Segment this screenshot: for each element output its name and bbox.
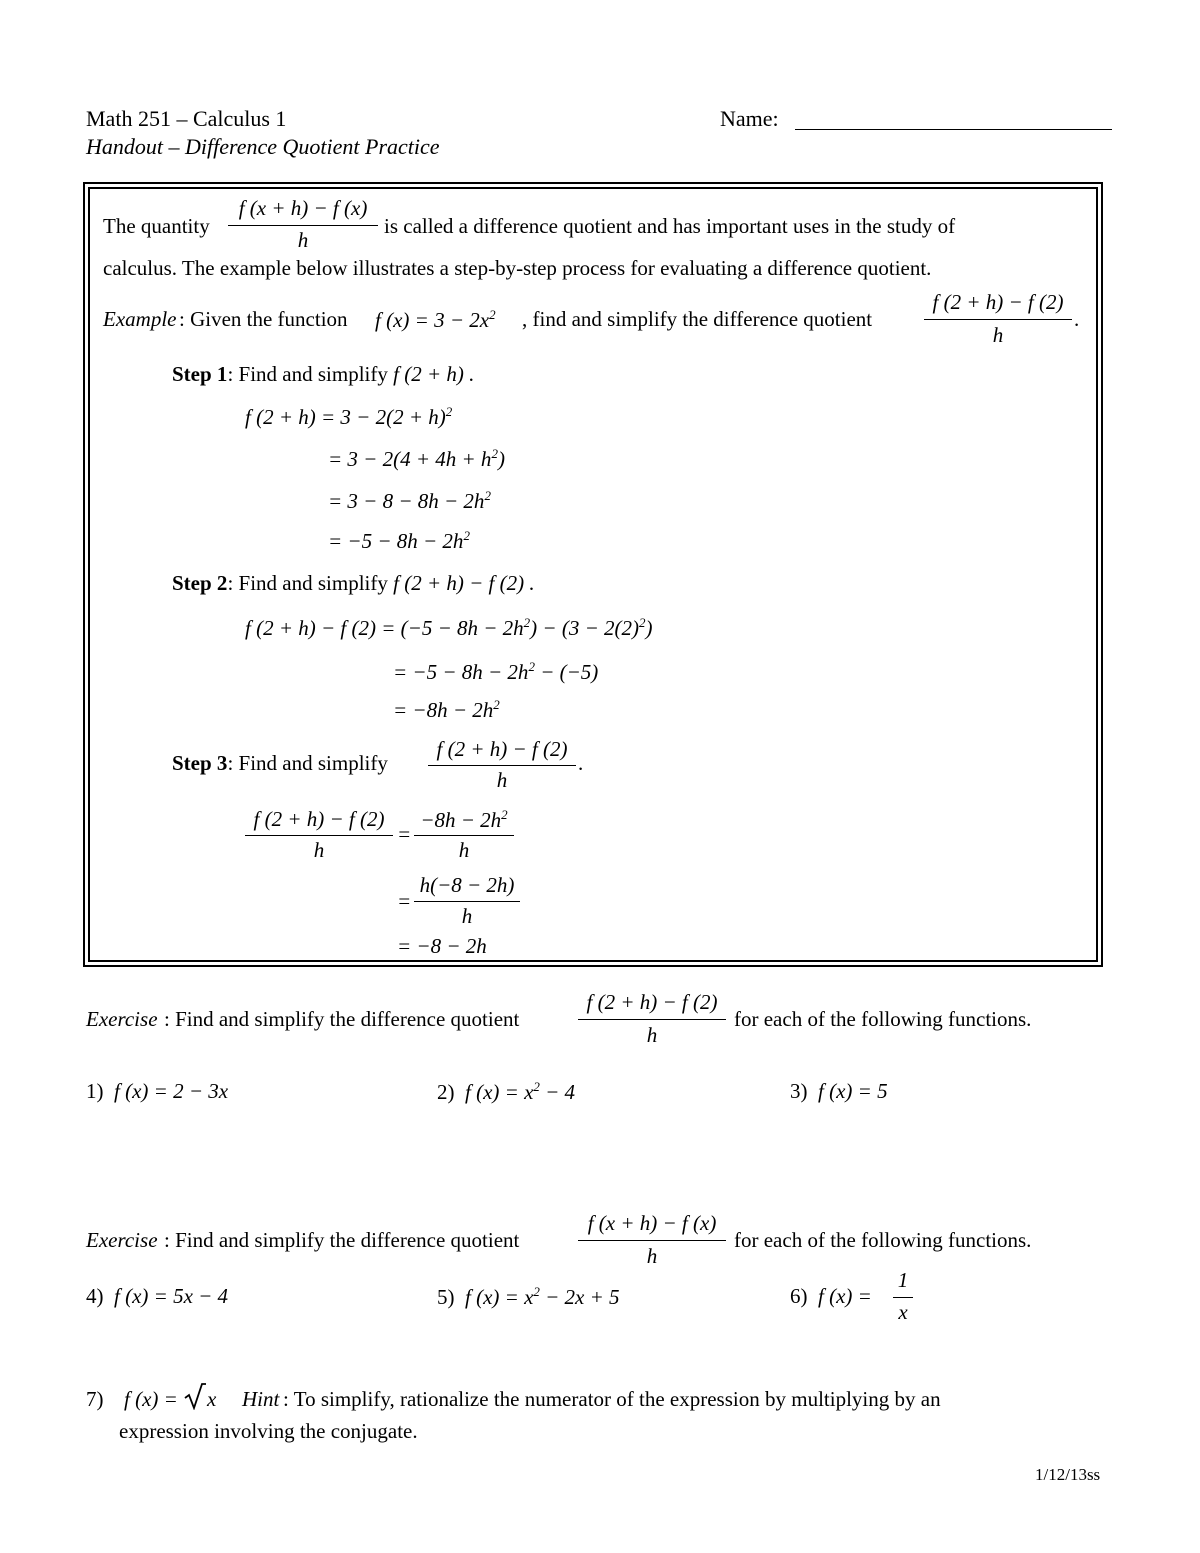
course-title: Math 251 – Calculus 1 [86,106,287,131]
fraction-bar [578,1240,726,1241]
intro-difference-quotient [228,196,378,256]
step1-line-3 [328,488,491,514]
fraction-bar [893,1297,913,1298]
exercise2-text-start: : Find and simplify the difference quotient [164,1228,520,1252]
problem-number: 4) [86,1284,104,1308]
exercise1-text-end: for each of the following functions. [734,1007,1032,1031]
problem-6-denominator: x [898,1300,908,1324]
step1-line-3-text: = 3 − 8 − 8h − 2h [328,489,485,513]
step2-line-2-tail: − (−5) [534,660,599,684]
problem-expression: f (x) = x [465,1080,534,1104]
problem-expression: f (x) = x [465,1285,534,1309]
exponent: 2 [533,1284,540,1299]
example-dq-denominator: h [992,323,1004,347]
step3-equals-1: = [397,822,412,846]
exercise1-dq-numerator: f (2 + h) − f (2) [586,990,718,1014]
step1-heading [172,362,474,387]
problem-6 [790,1284,872,1309]
hint-label: Hint [242,1387,280,1411]
problem-number: 1) [86,1079,104,1103]
exercise1-dq-denominator: h [646,1023,658,1047]
footer-date: 1/12/13ss [1035,1465,1101,1484]
step2-heading [172,571,535,596]
problem-expression: f (x) = 5 [818,1079,888,1103]
problem-7-expression: f (x) = [124,1387,178,1411]
step3-target-numerator: f (2 + h) − f (2) [436,737,568,761]
exercise1-label: Exercise [86,1007,158,1031]
problem-7-radicand: x [207,1387,217,1411]
example-dq-numerator: f (2 + h) − f (2) [932,290,1064,314]
problem-number: 5) [437,1285,455,1309]
example-difference-quotient [924,290,1072,350]
exponent: 2 [484,488,491,503]
problem-number: 2) [437,1080,455,1104]
problem-number: 3) [790,1079,808,1103]
fraction-bar [228,225,378,226]
exercise1-difference-quotient [578,990,726,1048]
step2-text: : Find and simplify [227,571,388,595]
exponent: 2 [445,404,453,419]
step2-line-2-text: = −5 − 8h − 2h [393,660,529,684]
exponent: 2 [491,446,498,461]
problem-expression: f (x) = [818,1284,872,1308]
problem-expression: f (x) = 5x − 4 [114,1284,229,1308]
step3-period: . [578,751,584,775]
exponent: 2 [501,807,508,822]
problem-expression-tail: − 4 [539,1080,576,1104]
step1-line-2-text: = 3 − 2(4 + 4h + h [328,447,492,471]
exponent: 2 [528,659,535,674]
problem-expression: f (x) = 2 − 3x [114,1079,229,1103]
step3-rhs2-denominator: h [461,904,473,928]
fraction-bar [428,765,576,766]
square-root-icon [184,1382,206,1410]
exponent: 2 [463,528,470,543]
exponent: 2 [533,1079,540,1094]
step3-rhs1-numerator-text: −8h − 2h [420,808,502,832]
problem-expression-tail: − 2x + 5 [539,1285,620,1309]
exercise2-text-end: for each of the following functions. [734,1228,1032,1252]
step2-line-3 [393,697,500,723]
example-label: Example [103,307,177,331]
step1-label: Step 1 [172,362,228,386]
problem-6-fraction [893,1268,913,1326]
step3-final: = −8 − 2h [397,934,487,958]
exponent: 2 [493,697,500,712]
exercise2-dq-numerator: f (x + h) − f (x) [587,1211,717,1235]
step3-label: Step 3 [172,751,228,775]
step3-heading [172,751,388,776]
step3-rhs1-denominator: h [458,838,470,862]
exponent: 2 [523,615,531,630]
example-text-start: : Given the function [179,307,348,331]
step1-line-1-text: f (2 + h) = 3 − 2(2 + h) [245,405,446,429]
step3-rhs2-numerator: h(−8 − 2h) [419,873,515,897]
name-blank-line[interactable] [795,129,1112,130]
hint-text-line-2: expression involving the conjugate. [119,1419,418,1443]
step1-expr: f (2 + h) . [393,362,475,386]
step3-lhs-fraction [245,807,393,863]
step2-line-2 [393,659,598,685]
exercise2-label: Exercise [86,1228,158,1252]
step1-line-2-tail: ) [497,447,505,471]
problem-4 [86,1284,228,1309]
intro-dq-numerator: f (x + h) − f (x) [238,196,368,220]
exercise1-text-start: : Find and simplify the difference quotient [164,1007,520,1031]
step3-lhs-denominator: h [313,838,325,862]
intro-dq-denominator: h [297,228,309,252]
step3-lhs-numerator: f (2 + h) − f (2) [253,807,385,831]
step1-line-4 [328,528,470,554]
intro-text-start: The quantity [103,214,210,238]
problem-1 [86,1079,228,1104]
step3-rhs1-fraction [414,807,514,863]
exercise2-difference-quotient [578,1211,726,1269]
step3-text: : Find and simplify [227,751,388,775]
step3-equals-2: = [397,889,412,913]
step3-target-denominator: h [496,768,508,792]
step2-line-1-tail: ) − (3 − 2(2) [530,616,639,640]
step1-text: : Find and simplify [227,362,388,386]
problem-5 [437,1284,620,1310]
problem-3 [790,1079,888,1104]
handout-title: Handout – Difference Quotient Practice [86,134,440,159]
fraction-bar [924,319,1072,320]
step3-target-fraction [428,737,576,793]
exponent: 2 [489,307,496,322]
problem-7-number: 7) [86,1387,104,1411]
step2-line-1-tail-2: ) [645,616,653,640]
fraction-bar [414,835,514,836]
step2-expr: f (2 + h) − f (2) . [393,571,535,595]
intro-text-end: is called a difference quotient and has important uses in the study of [384,214,956,238]
intro-line-2: calculus. The example below illustrates a step-by-step process for evaluating a difference quotient. [103,256,932,280]
example-text-mid: , find and simplify the difference quotient [522,307,873,331]
exponent: 2 [639,615,646,630]
step2-line-3-text: = −8h − 2h [393,698,494,722]
exercise2-dq-denominator: h [646,1244,658,1268]
name-label: Name: [720,106,779,131]
fraction-bar [578,1019,726,1020]
step3-rhs1-numerator [414,807,514,833]
step1-line-1 [245,404,452,430]
fraction-bar [245,835,393,836]
step2-label: Step 2 [172,571,228,595]
step1-line-2 [328,446,505,472]
problem-2 [437,1079,575,1105]
example-period: . [1074,307,1080,331]
hint-text: : To simplify, rationalize the numerator of the expression by multiplying by an [283,1387,941,1411]
example-function [375,307,496,333]
step2-line-1-text: f (2 + h) − f (2) = (−5 − 8h − 2h [245,616,524,640]
problem-number: 6) [790,1284,808,1308]
step2-line-1 [245,615,653,641]
fraction-bar [414,901,520,902]
example-function-text: f (x) = 3 − 2x [375,308,490,332]
step3-rhs2-fraction [414,873,520,929]
step1-line-4-text: = −5 − 8h − 2h [328,529,464,553]
problem-6-numerator: 1 [897,1268,909,1292]
